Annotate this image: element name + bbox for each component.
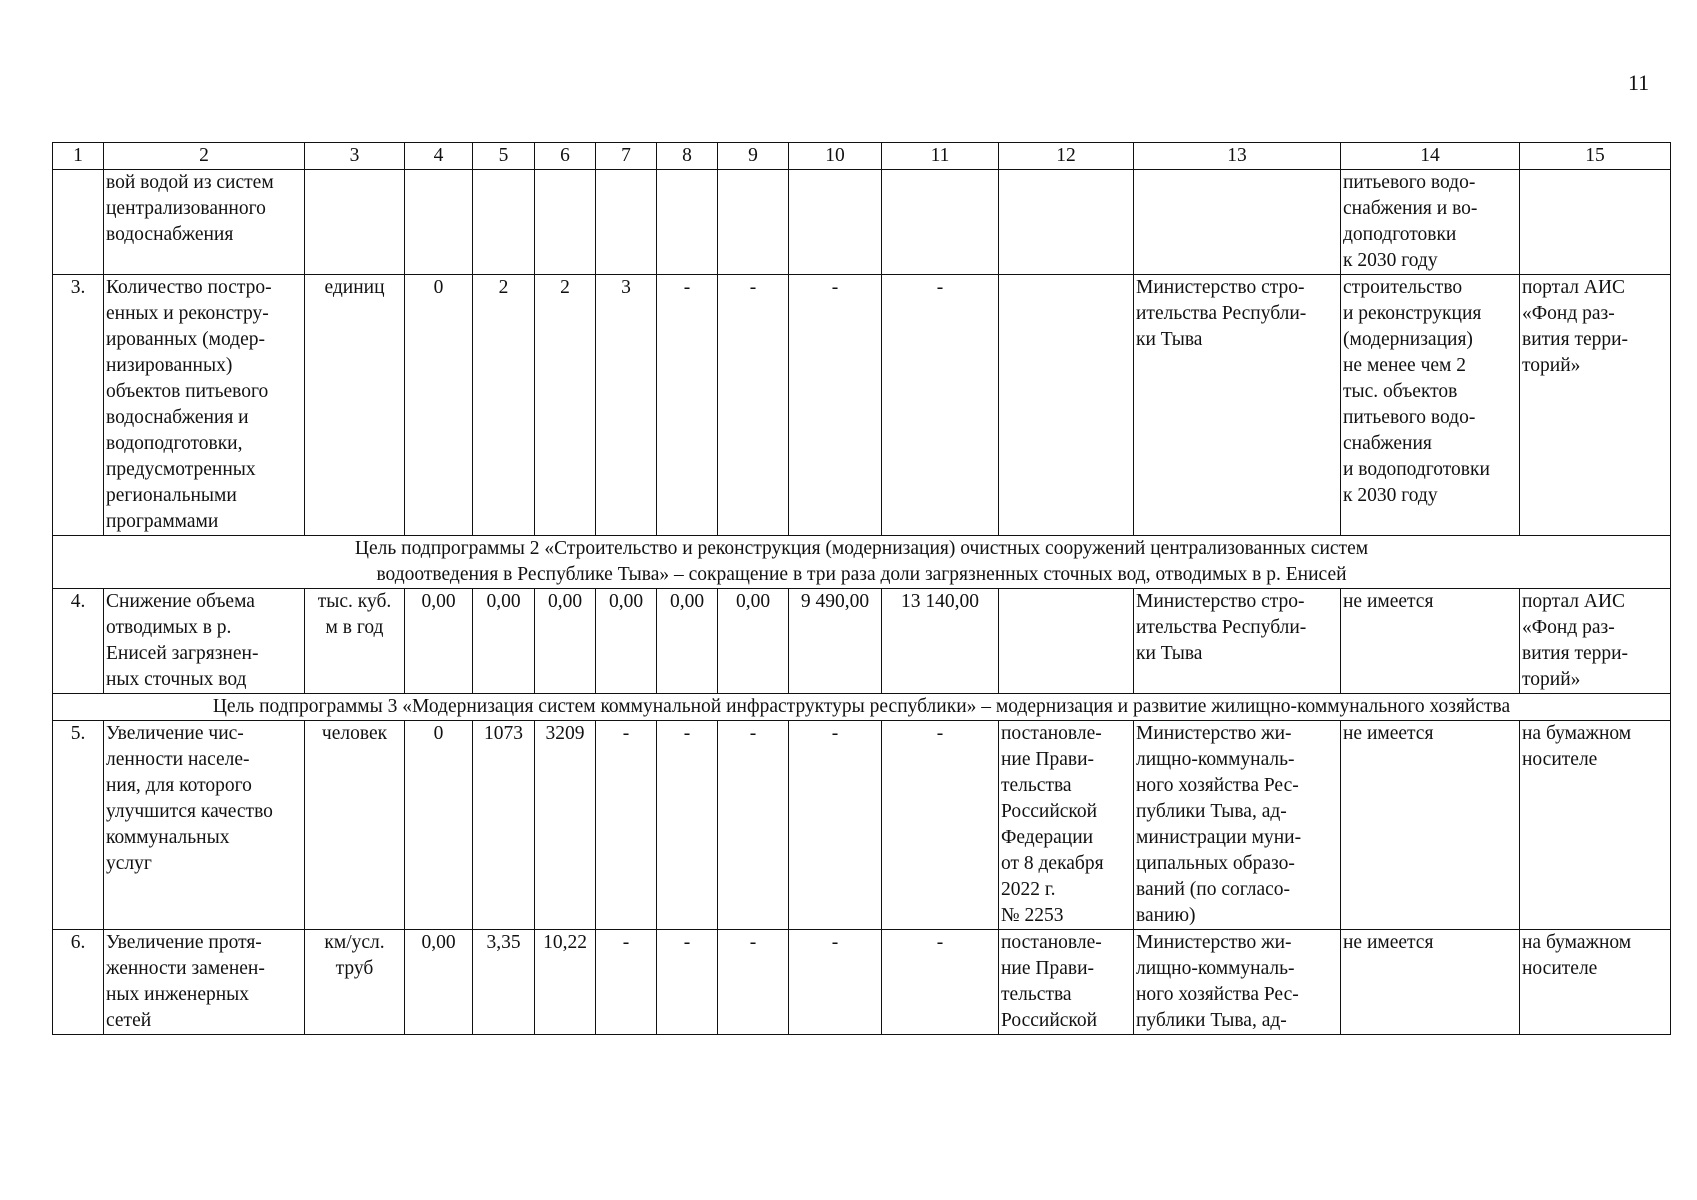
table-cell <box>535 589 596 694</box>
cell-text-line: Министерство жи- <box>1136 723 1292 744</box>
cell-text-line: публики Тыва, ад- <box>1136 1010 1287 1031</box>
cell-text-line: 0 <box>433 723 444 744</box>
table-cell <box>104 275 305 536</box>
cell-text-line: человек <box>321 723 388 744</box>
table-cell <box>473 721 535 930</box>
table-cell <box>718 275 789 536</box>
table-cell <box>999 170 1134 275</box>
table-cell <box>789 275 882 536</box>
cell-text-line: публики Тыва, ад- <box>1136 801 1287 822</box>
table-cell <box>473 275 535 536</box>
goal-text-line: Цель подпрограммы 2 «Строительство и реконструкция (модернизация) очистных сооружений централизованных систем <box>354 538 1369 559</box>
cell-text-line: доподготовки <box>1343 224 1457 245</box>
table-cell <box>596 589 657 694</box>
table-cell <box>1520 170 1671 275</box>
table-cell <box>104 170 305 275</box>
cell-text-line: лищно-коммуналь- <box>1136 749 1295 770</box>
cell-text-line: и реконструкция <box>1343 303 1482 324</box>
table-cell <box>1341 275 1520 536</box>
cell-text-line: ного хозяйства Рес- <box>1136 984 1299 1005</box>
cell-text-line: ние Прави- <box>1001 749 1095 770</box>
table-cell <box>473 170 535 275</box>
col-number: 11 <box>882 143 999 170</box>
table-cell <box>718 589 789 694</box>
cell-text-line: носителе <box>1522 958 1598 979</box>
cell-text-line: вой водой из систем <box>106 172 274 193</box>
cell-text-line: предусмотренных <box>106 459 256 480</box>
cell-text-line: 2 <box>498 277 509 298</box>
cell-text-line: носителе <box>1522 749 1598 770</box>
cell-text-line: 0,00 <box>608 591 644 612</box>
table-cell <box>1134 170 1341 275</box>
cell-text-line: ния, для которого <box>106 775 252 796</box>
table-cell <box>657 589 718 694</box>
table-row <box>53 721 1671 930</box>
cell-text-line: тельства <box>1001 775 1072 796</box>
table-cell <box>789 170 882 275</box>
cell-text-line: торий» <box>1522 669 1581 690</box>
cell-text-line: водоснабжения <box>106 224 234 245</box>
cell-text-line: не имеется <box>1343 932 1434 953</box>
column-number-row <box>53 143 1671 170</box>
cell-text-line: Российской <box>1001 1010 1098 1031</box>
cell-text-line: ципальных образо- <box>1136 853 1295 874</box>
table-cell <box>1520 930 1671 1035</box>
table-body <box>53 170 1671 1035</box>
cell-text-line: не имеется <box>1343 723 1434 744</box>
cell-text-line: 5. <box>70 723 86 744</box>
cell-text-line: строительство <box>1343 277 1463 298</box>
col-number: 5 <box>473 143 535 170</box>
goal-text-line: Цель подпрограммы 3 «Модернизация систем коммунальной инфраструктуры республики» – модернизация и развитие жилищно-коммунального хозяйства <box>212 696 1511 717</box>
table-cell <box>789 930 882 1035</box>
table-cell <box>718 930 789 1035</box>
cell-text-line: водоснабжения и <box>106 407 249 428</box>
cell-text-line: ного хозяйства Рес- <box>1136 775 1299 796</box>
table-cell <box>53 589 104 694</box>
cell-text-line: объектов питьевого <box>106 381 269 402</box>
col-number: 1 <box>53 143 104 170</box>
cell-text-line: «Фонд раз- <box>1522 617 1615 638</box>
cell-text-line: Енисей загрязнен- <box>106 643 259 664</box>
cell-text-line: лищно-коммуналь- <box>1136 958 1295 979</box>
cell-text-line: на бумажном <box>1522 723 1632 744</box>
table-cell <box>405 589 473 694</box>
table-cell <box>882 930 999 1035</box>
cell-text-line: улучшится качество <box>106 801 273 822</box>
col-number: 9 <box>718 143 789 170</box>
cell-text-line: - <box>749 932 757 953</box>
cell-text-line: 10,22 <box>543 932 587 953</box>
cell-text-line: питьевого водо- <box>1343 407 1476 428</box>
cell-text-line: - <box>831 932 839 953</box>
cell-text-line: вития терри- <box>1522 329 1629 350</box>
cell-text-line: снабжения <box>1343 433 1432 454</box>
table-cell <box>1134 930 1341 1035</box>
table-cell <box>1341 170 1520 275</box>
subprogram-goal-text <box>53 694 1671 721</box>
table-cell <box>535 275 596 536</box>
cell-text-line: ленности населе- <box>106 749 250 770</box>
cell-text-line: не имеется <box>1343 591 1434 612</box>
cell-text-line: 6. <box>70 932 86 953</box>
subprogram-goal-row <box>53 536 1671 589</box>
table-cell <box>473 930 535 1035</box>
subprogram-goal-text <box>53 536 1671 589</box>
col-number: 13 <box>1134 143 1341 170</box>
table-cell <box>305 721 405 930</box>
cell-text-line: коммунальных <box>106 827 230 848</box>
table-cell <box>405 170 473 275</box>
cell-text-line: - <box>749 723 757 744</box>
col-number: 10 <box>789 143 882 170</box>
table-cell <box>596 275 657 536</box>
table-cell <box>535 721 596 930</box>
table-cell <box>53 275 104 536</box>
col-number: 15 <box>1520 143 1671 170</box>
cell-text-line: ированных (модер- <box>106 329 265 350</box>
table-cell <box>305 275 405 536</box>
table-cell <box>1341 930 1520 1035</box>
table-cell <box>789 721 882 930</box>
cell-text-line: 3. <box>70 277 86 298</box>
cell-text-line: труб <box>335 958 374 979</box>
cell-text-line: 3209 <box>545 723 585 744</box>
table-cell <box>999 930 1134 1035</box>
table-cell <box>718 170 789 275</box>
cell-text-line: Увеличение протя- <box>106 932 262 953</box>
cell-text-line: 9 490,00 <box>800 591 870 612</box>
cell-text-line: министрации муни- <box>1136 827 1302 848</box>
table-cell <box>53 930 104 1035</box>
table-row <box>53 170 1671 275</box>
col-number: 6 <box>535 143 596 170</box>
cell-text-line: сетей <box>106 1010 152 1031</box>
cell-text-line: ние Прави- <box>1001 958 1095 979</box>
cell-text-line: № 2253 <box>1001 905 1064 926</box>
table-cell <box>1520 589 1671 694</box>
cell-text-line: 2 <box>560 277 570 298</box>
col-number: 2 <box>104 143 305 170</box>
cell-text-line: услуг <box>106 853 152 874</box>
cell-text-line: км/усл. <box>324 932 385 953</box>
cell-text-line: ки Тыва <box>1136 329 1203 350</box>
table-cell <box>1341 589 1520 694</box>
table-cell <box>535 930 596 1035</box>
col-number: 7 <box>596 143 657 170</box>
cell-text-line: 3,35 <box>486 932 521 953</box>
table-row <box>53 930 1671 1035</box>
table-cell <box>789 589 882 694</box>
cell-text-line: не менее чем 2 <box>1343 355 1467 376</box>
cell-text-line: 0,00 <box>669 591 705 612</box>
cell-text-line: - <box>683 932 691 953</box>
table-cell <box>53 170 104 275</box>
cell-text-line: - <box>936 723 944 744</box>
cell-text-line: Министерство стро- <box>1136 277 1305 298</box>
cell-text-line: отводимых в р. <box>106 617 232 638</box>
cell-text-line: ных инженерных <box>106 984 250 1005</box>
table-cell <box>305 589 405 694</box>
table-cell <box>657 930 718 1035</box>
cell-text-line: региональными <box>106 485 237 506</box>
table-cell <box>999 721 1134 930</box>
table-cell <box>882 275 999 536</box>
cell-text-line: централизованного <box>106 198 266 219</box>
table-cell <box>596 930 657 1035</box>
table-cell <box>405 721 473 930</box>
cell-text-line: - <box>622 932 630 953</box>
cell-text-line: от 8 декабря <box>1001 853 1104 874</box>
cell-text-line: - <box>683 723 691 744</box>
table-cell <box>535 170 596 275</box>
cell-text-line: программами <box>106 511 219 532</box>
cell-text-line: 0,00 <box>486 591 521 612</box>
table-cell <box>596 170 657 275</box>
table-cell <box>657 275 718 536</box>
table-cell <box>882 589 999 694</box>
col-number: 3 <box>305 143 405 170</box>
cell-text-line: торий» <box>1522 355 1581 376</box>
table-cell <box>405 930 473 1035</box>
cell-text-line: 0,00 <box>735 591 771 612</box>
cell-text-line: 2022 г. <box>1001 879 1056 900</box>
cell-text-line: к 2030 году <box>1343 250 1438 271</box>
cell-text-line: м в год <box>325 617 384 638</box>
cell-text-line: к 2030 году <box>1343 485 1438 506</box>
cell-text-line: ительства Республи- <box>1136 617 1307 638</box>
cell-text-line: водоподготовки, <box>106 433 243 454</box>
col-number: 8 <box>657 143 718 170</box>
cell-text-line: - <box>622 723 630 744</box>
table-cell <box>53 721 104 930</box>
cell-text-line: - <box>831 723 839 744</box>
table-cell <box>882 721 999 930</box>
table-cell <box>405 275 473 536</box>
cell-text-line: портал АИС <box>1522 277 1626 298</box>
cell-text-line: женности заменен- <box>106 958 265 979</box>
cell-text-line: портал АИС <box>1522 591 1626 612</box>
cell-text-line: - <box>936 277 944 298</box>
table-cell <box>1341 721 1520 930</box>
cell-text-line: ительства Республи- <box>1136 303 1307 324</box>
indicators-table <box>52 142 1671 1035</box>
table-cell <box>1134 721 1341 930</box>
table-cell <box>718 721 789 930</box>
table-cell <box>1520 275 1671 536</box>
table-cell <box>999 589 1134 694</box>
col-number: 4 <box>405 143 473 170</box>
cell-text-line: Министерство стро- <box>1136 591 1305 612</box>
cell-text-line: - <box>831 277 839 298</box>
table-cell <box>596 721 657 930</box>
table-cell <box>1134 589 1341 694</box>
cell-text-line: 0,00 <box>421 591 456 612</box>
cell-text-line: ванию) <box>1136 905 1196 926</box>
table-cell <box>104 930 305 1035</box>
cell-text-line: енных и реконстру- <box>106 303 269 324</box>
cell-text-line: 3 <box>621 277 631 298</box>
cell-text-line: на бумажном <box>1522 932 1632 953</box>
table-cell <box>104 589 305 694</box>
cell-text-line: единиц <box>324 277 385 298</box>
cell-text-line: Федерации <box>1001 827 1094 848</box>
table-cell <box>657 170 718 275</box>
cell-text-line: 0 <box>433 277 444 298</box>
cell-text-line: низированных) <box>106 355 233 376</box>
cell-text-line: ки Тыва <box>1136 643 1203 664</box>
cell-text-line: 1073 <box>484 723 523 744</box>
cell-text-line: постановле- <box>1001 932 1102 953</box>
col-number: 12 <box>999 143 1134 170</box>
cell-text-line: 0,00 <box>547 591 583 612</box>
cell-text-line: питьевого водо- <box>1343 172 1476 193</box>
cell-text-line: «Фонд раз- <box>1522 303 1615 324</box>
table-cell <box>473 589 535 694</box>
cell-text-line: снабжения и во- <box>1343 198 1478 219</box>
cell-text-line: 13 140,00 <box>901 591 979 612</box>
col-number: 14 <box>1341 143 1520 170</box>
table-cell <box>657 721 718 930</box>
cell-text-line: Увеличение чис- <box>106 723 244 744</box>
table-cell <box>305 170 405 275</box>
table-cell <box>1520 721 1671 930</box>
cell-text-line: - <box>936 932 944 953</box>
table-row <box>53 275 1671 536</box>
cell-text-line: (модернизация) <box>1343 329 1473 350</box>
cell-text-line: ваний (по согласо- <box>1136 879 1291 900</box>
cell-text-line: Министерство жи- <box>1136 932 1292 953</box>
cell-text-line: тыс. куб. <box>317 591 392 612</box>
cell-text-line: постановле- <box>1001 723 1102 744</box>
cell-text-line: и водоподготовки <box>1343 459 1490 480</box>
cell-text-line: - <box>749 277 757 298</box>
cell-text-line: Количество постро- <box>106 277 272 298</box>
cell-text-line: ных сточных вод <box>106 669 247 690</box>
subprogram-goal-row <box>53 694 1671 721</box>
cell-text-line: Снижение объема <box>106 591 255 612</box>
cell-text-line: тельства <box>1001 984 1072 1005</box>
table-cell <box>999 275 1134 536</box>
cell-text-line: Российской <box>1001 801 1098 822</box>
cell-text-line: - <box>683 277 691 298</box>
cell-text-line: 4. <box>70 591 86 612</box>
goal-text-line: водоотведения в Республике Тыва» – сокращение в три раза доли загрязненных сточных вод, отводимых в р. Енисей <box>376 564 1347 585</box>
cell-text-line: тыс. объектов <box>1343 381 1458 402</box>
table-cell <box>104 721 305 930</box>
table-cell <box>1134 275 1341 536</box>
cell-text-line: вития терри- <box>1522 643 1629 664</box>
cell-text-line: 0,00 <box>421 932 456 953</box>
page-number: 11 <box>1628 70 1650 95</box>
table-cell <box>882 170 999 275</box>
table-row <box>53 589 1671 694</box>
table-cell <box>305 930 405 1035</box>
